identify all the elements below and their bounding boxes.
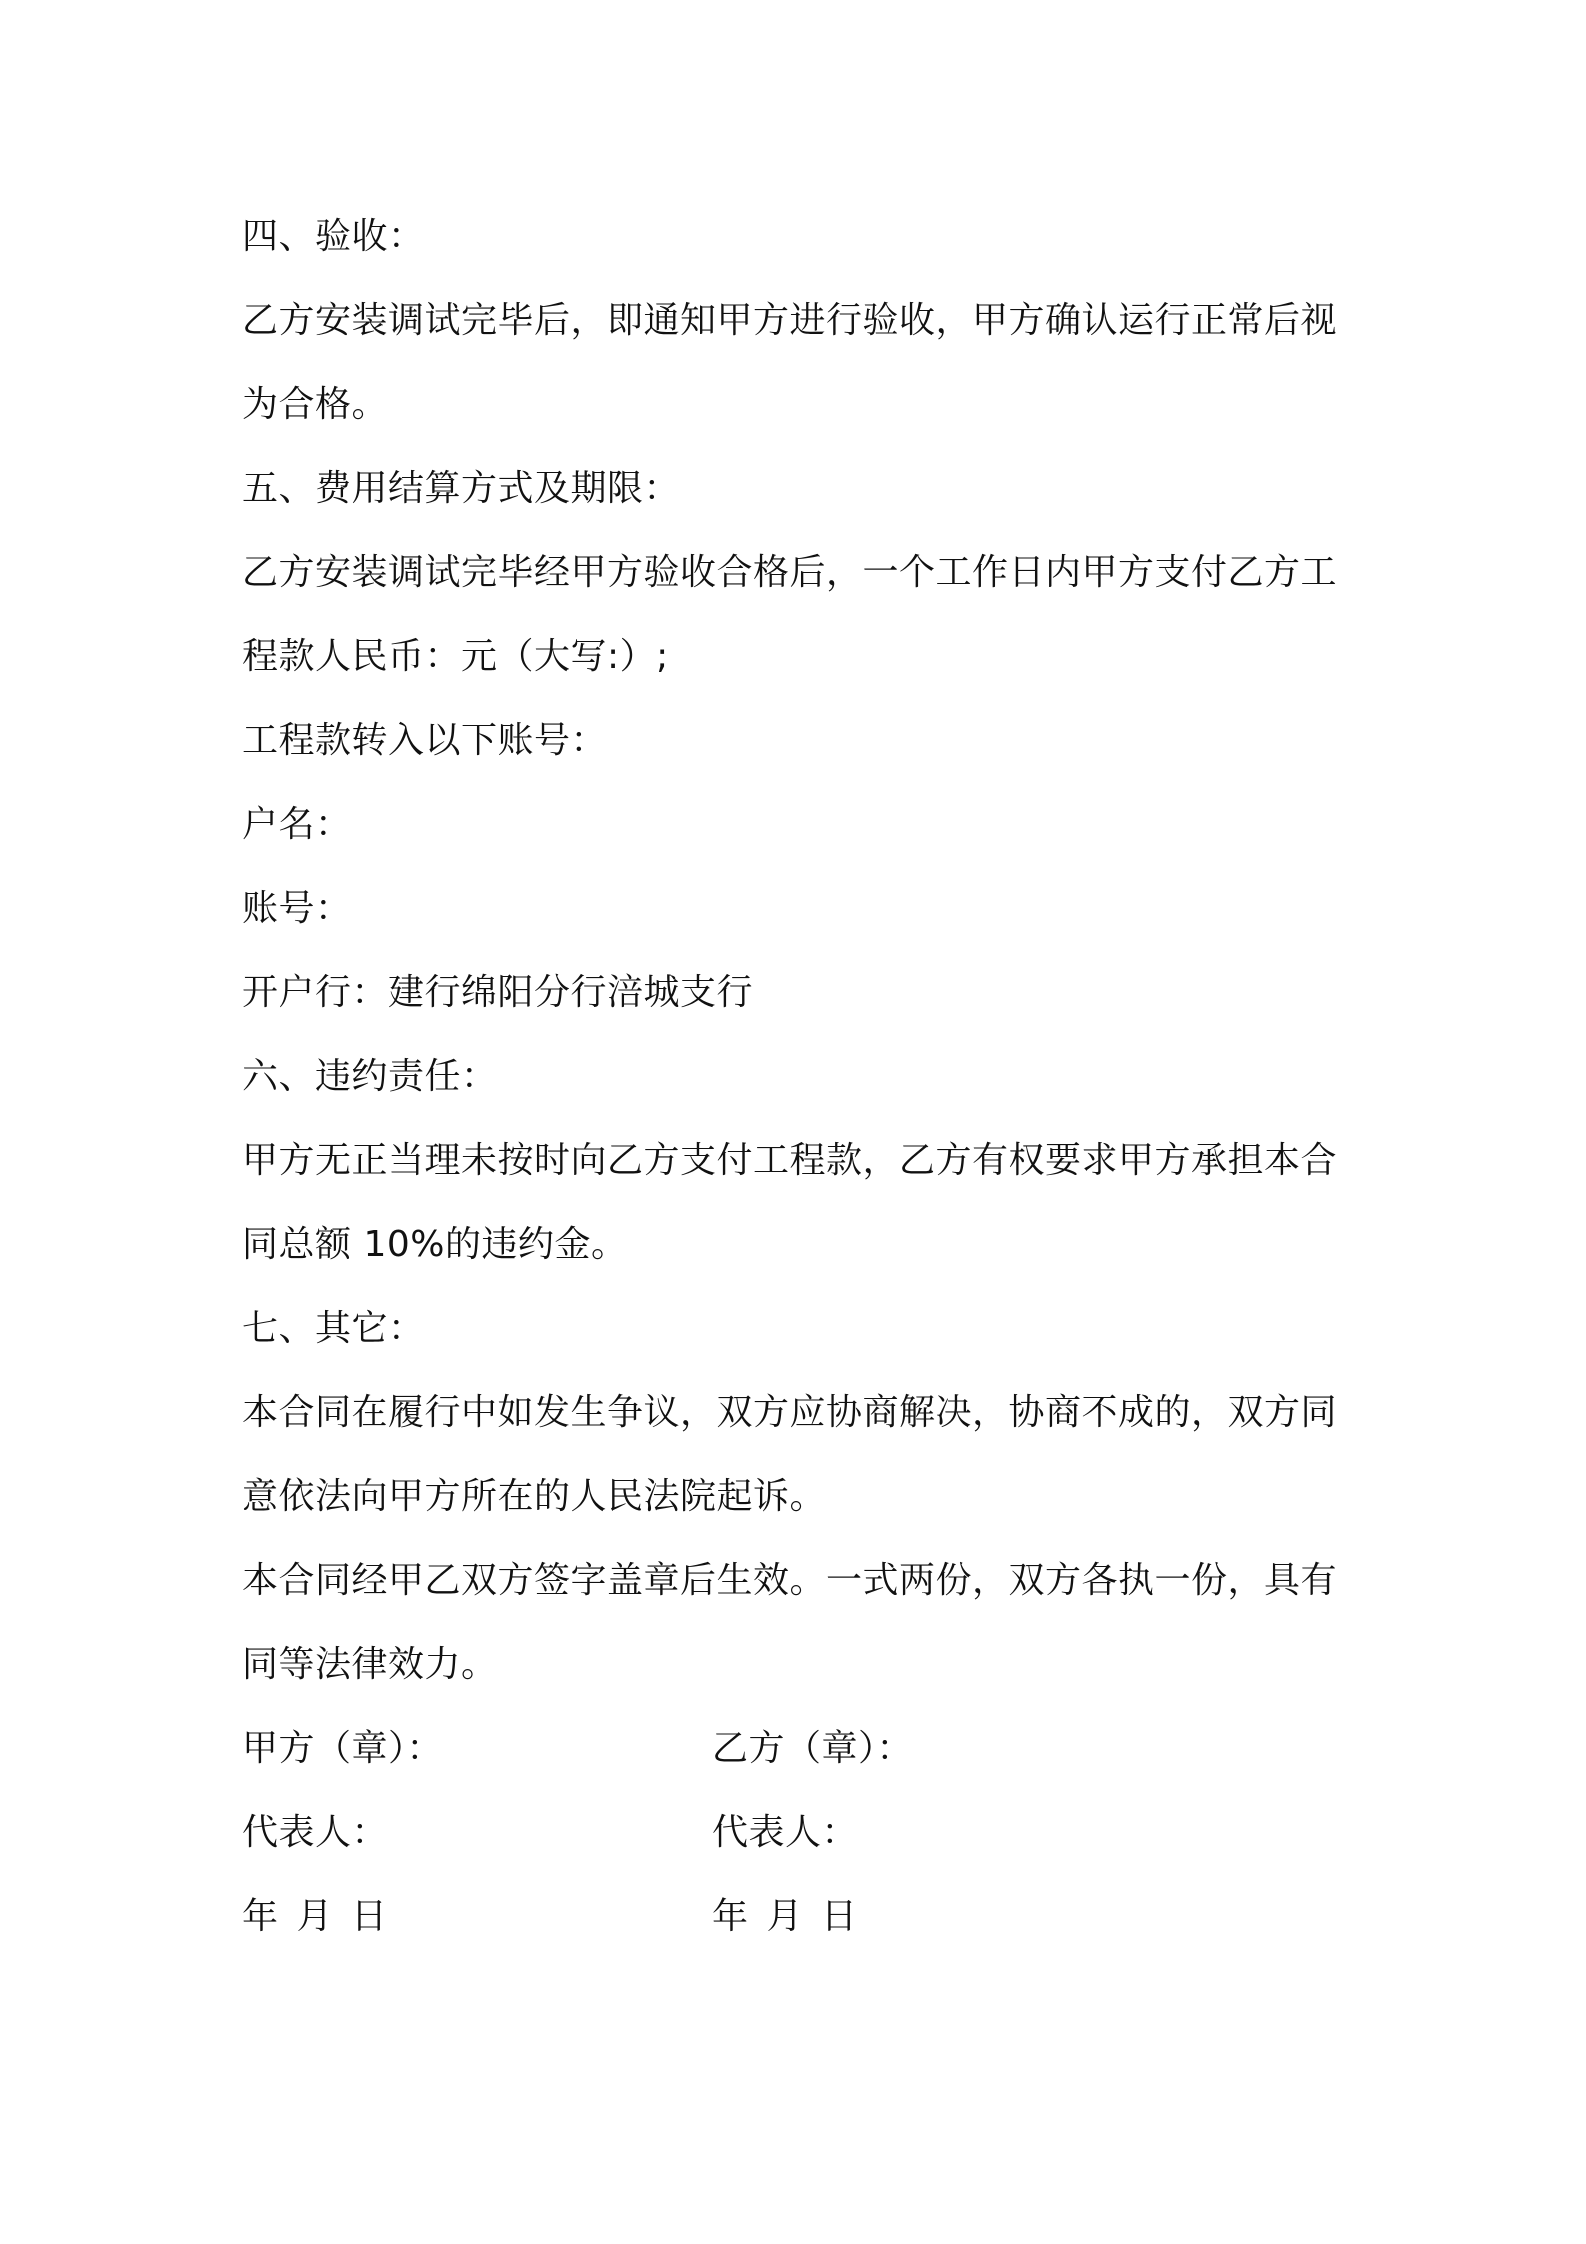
party-b-date-day: 日: [821, 1896, 858, 1937]
dispute-paragraph-line-1: 本合同在履行中如发生争议，双方应协商解决，协商不成的，双方同: [242, 1392, 1338, 1433]
party-a-date-month: 月: [296, 1896, 334, 1937]
party-a-date-year: 年: [242, 1896, 279, 1937]
account-number-label: 账号：: [242, 888, 352, 929]
section-heading-acceptance: 四、验收：: [242, 216, 425, 257]
bank-branch-line: 开户行：建行绵阳分行涪城支行: [242, 972, 754, 1013]
breach-paragraph-line-2: 同总额 10%的违约金。: [242, 1224, 628, 1265]
party-a-seal-label: 甲方（章）：: [242, 1728, 444, 1769]
breach-paragraph-line-1: 甲方无正当理未按时向乙方支付工程款，乙方有权要求甲方承担本合: [242, 1140, 1338, 1181]
party-b-representative-label: 代表人：: [712, 1812, 859, 1853]
section-heading-other: 七、其它：: [242, 1308, 425, 1349]
payment-paragraph-line-1: 乙方安装调试完毕经甲方验收合格后，一个工作日内甲方支付乙方工: [242, 552, 1338, 593]
signature-representative-row: [242, 1791, 1362, 1875]
party-a-representative-label: 代表人：: [242, 1812, 389, 1853]
party-b-date: [712, 1875, 876, 1959]
payment-paragraph-line-2: 程款人民币：元（大写:）;: [242, 636, 669, 677]
section-heading-payment: 五、费用结算方式及期限：: [242, 468, 681, 509]
section-heading-breach: 六、违约责任：: [242, 1056, 498, 1097]
dispute-paragraph-line-2: 意依法向甲方所在的人民法院起诉。: [242, 1476, 827, 1517]
acceptance-paragraph-line-1: 乙方安装调试完毕后，即通知甲方进行验收，甲方确认运行正常后视: [242, 300, 1338, 341]
signature-date-row: [242, 1875, 1362, 1959]
acceptance-paragraph-line-2: 为合格。: [242, 384, 389, 425]
party-b-seal-label: 乙方（章）：: [712, 1728, 914, 1769]
party-b-date-year: 年: [712, 1896, 749, 1937]
signature-seal-row: [242, 1707, 1362, 1791]
account-name-label: 户名：: [242, 804, 352, 845]
payment-account-intro: 工程款转入以下账号：: [242, 720, 608, 761]
party-b-date-month: 月: [766, 1896, 804, 1937]
effect-paragraph-line-1: 本合同经甲乙双方签字盖章后生效。一式两份，双方各执一份，具有: [242, 1560, 1338, 1601]
document-body: [242, 195, 1362, 1959]
party-a-date: [242, 1875, 406, 1959]
party-a-date-day: 日: [351, 1896, 388, 1937]
effect-paragraph-line-2: 同等法律效力。: [242, 1644, 498, 1685]
